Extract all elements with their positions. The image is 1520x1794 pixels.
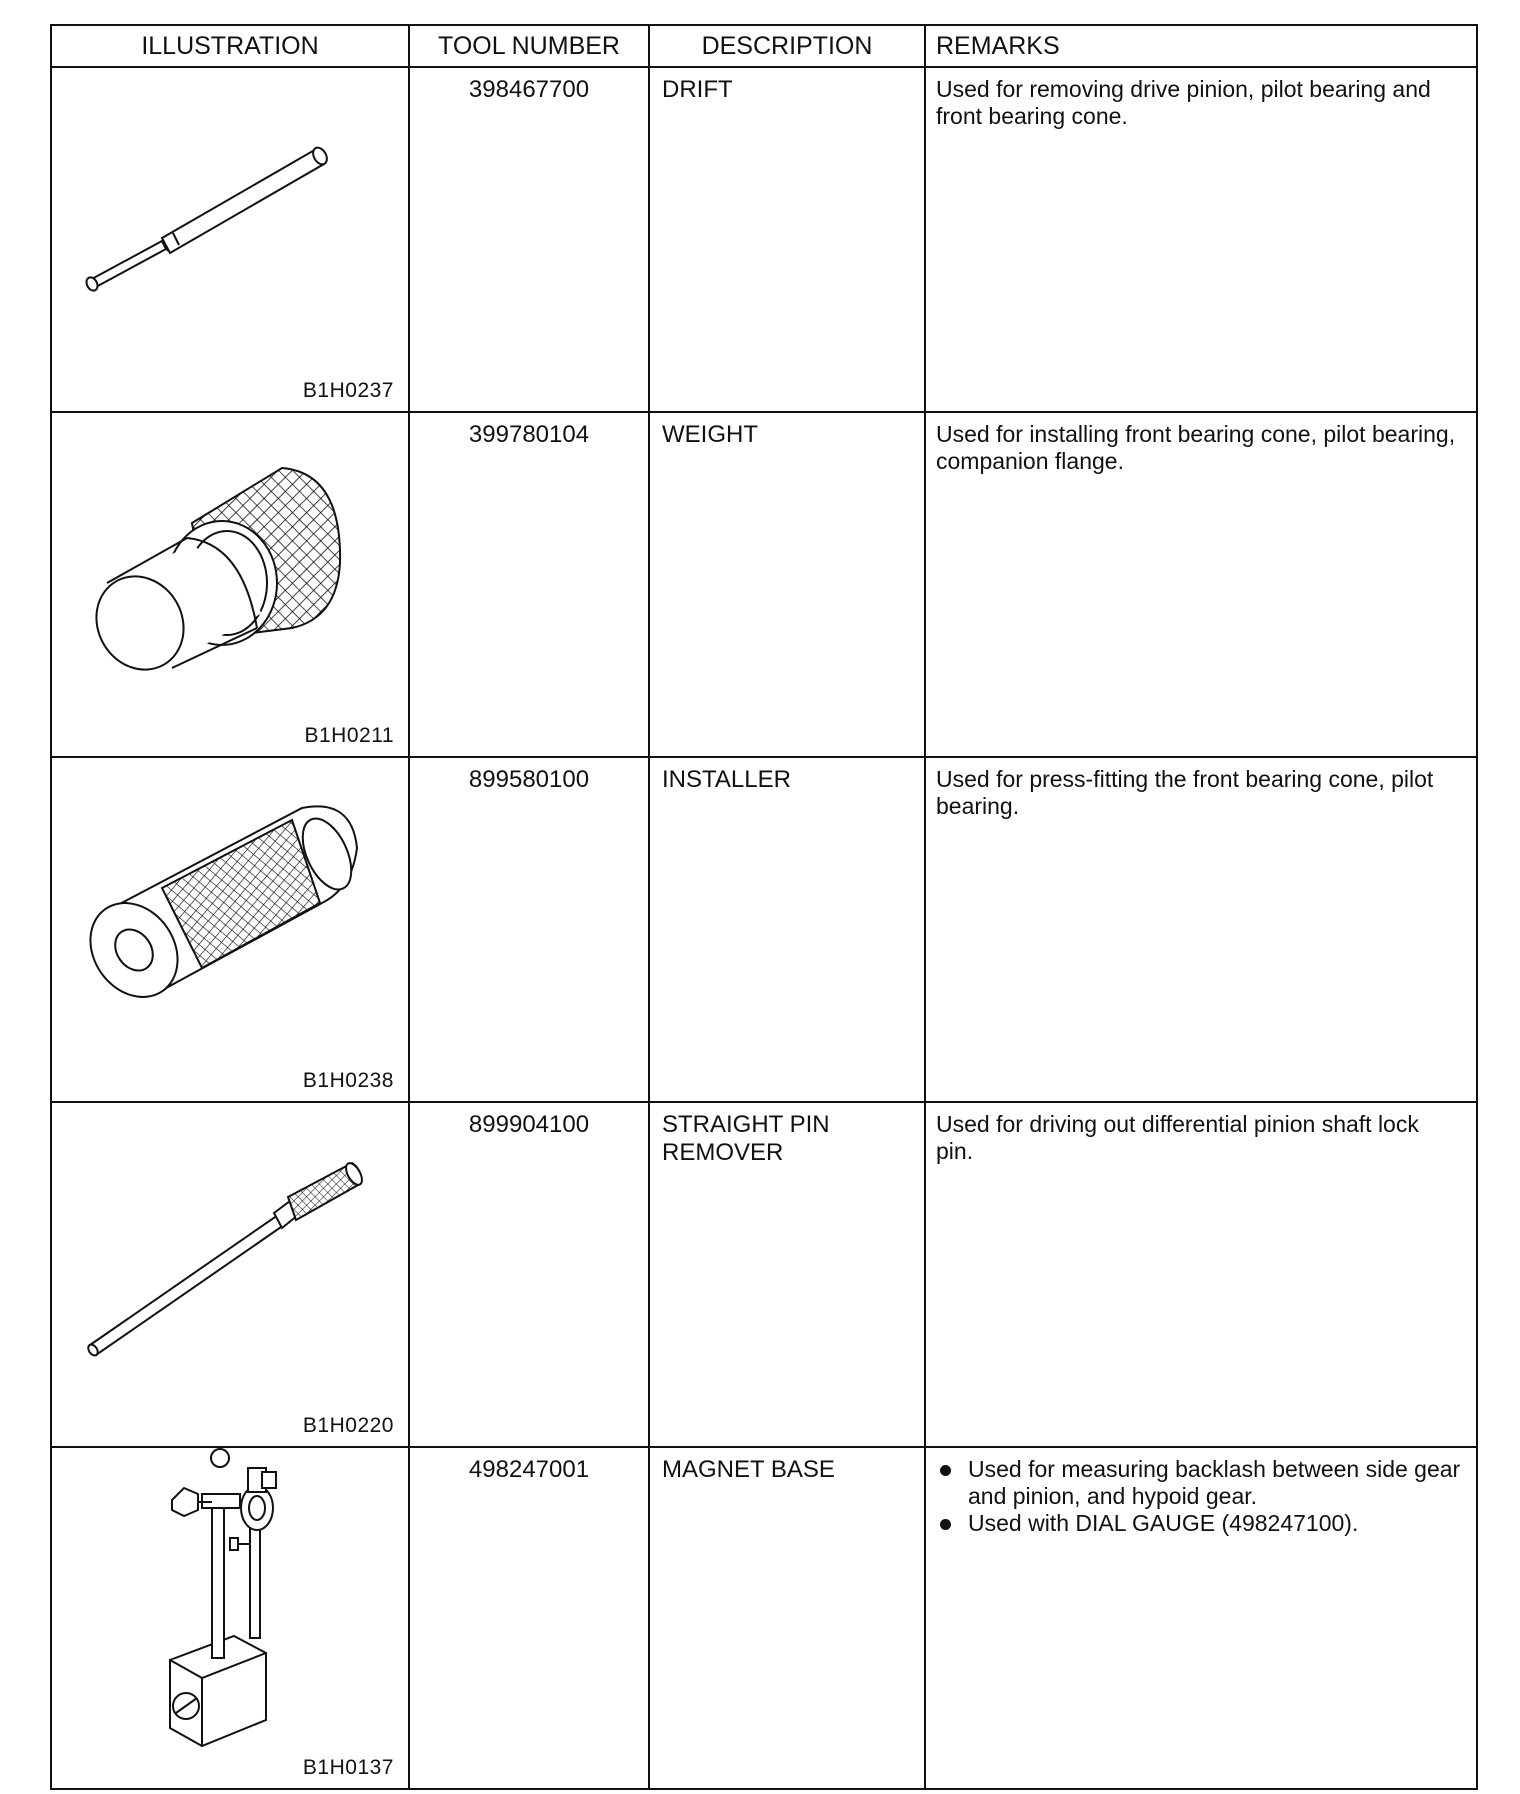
tool-number: 498247001 [409, 1447, 649, 1789]
table-row [51, 412, 1477, 757]
table-row [51, 1447, 1477, 1789]
bullet-icon [940, 1465, 951, 1476]
figure-code: B1H0220 [302, 1414, 394, 1437]
header-remarks: REMARKS [925, 25, 1477, 67]
drift-icon [52, 68, 408, 368]
header-row [51, 25, 1477, 67]
header-tool-number: TOOL NUMBER [409, 25, 649, 67]
tool-number: 398467700 [409, 67, 649, 412]
illustration-cell [51, 67, 409, 412]
tool-description: MAGNET BASE [649, 1447, 925, 1789]
tool-description: WEIGHT [649, 412, 925, 757]
tool-description: INSTALLER [649, 757, 925, 1102]
pin-remover-icon [52, 1103, 408, 1403]
tool-number: 399780104 [409, 412, 649, 757]
illustration-cell [51, 1447, 409, 1789]
figure-code: B1H0238 [302, 1069, 394, 1092]
tool-remarks: Used for removing drive pinion, pilot bearing and front bearing cone. [925, 67, 1477, 412]
tool-remarks: Used for press-fitting the front bearing cone, pilot bearing. [925, 757, 1477, 1102]
illustration-cell [51, 1102, 409, 1447]
bullet-icon [940, 1519, 951, 1530]
table-row [51, 1102, 1477, 1447]
header-illustration: ILLUSTRATION [51, 25, 409, 67]
tool-remarks [925, 1447, 1477, 1789]
tool-number: 899904100 [409, 1102, 649, 1447]
remark-text: Used with DIAL GAUGE (498247100). [968, 1510, 1359, 1536]
tool-number: 899580100 [409, 757, 649, 1102]
header-description: DESCRIPTION [649, 25, 925, 67]
figure-code: B1H0137 [302, 1756, 394, 1779]
tool-description: STRAIGHT PIN REMOVER [649, 1102, 925, 1447]
table-row [51, 67, 1477, 412]
tool-description: DRIFT [649, 67, 925, 412]
remark-text: Used for measuring backlash between side gear and pinion, and hypoid gear. [968, 1456, 1461, 1509]
list-item [968, 1510, 1462, 1537]
list-item [968, 1456, 1462, 1510]
remarks-list [936, 1456, 1462, 1537]
figure-code: B1H0237 [302, 379, 394, 402]
installer-icon [52, 758, 408, 1058]
illustration-cell [51, 412, 409, 757]
tool-remarks: Used for driving out differential pinion shaft lock pin. [925, 1102, 1477, 1447]
special-tools-table [50, 24, 1478, 1790]
magnet-base-icon [52, 1448, 408, 1748]
tool-remarks: Used for installing front bearing cone, pilot bearing, companion flange. [925, 412, 1477, 757]
weight-icon [52, 413, 408, 713]
figure-code: B1H0211 [304, 724, 394, 747]
illustration-cell [51, 757, 409, 1102]
table-row [51, 757, 1477, 1102]
